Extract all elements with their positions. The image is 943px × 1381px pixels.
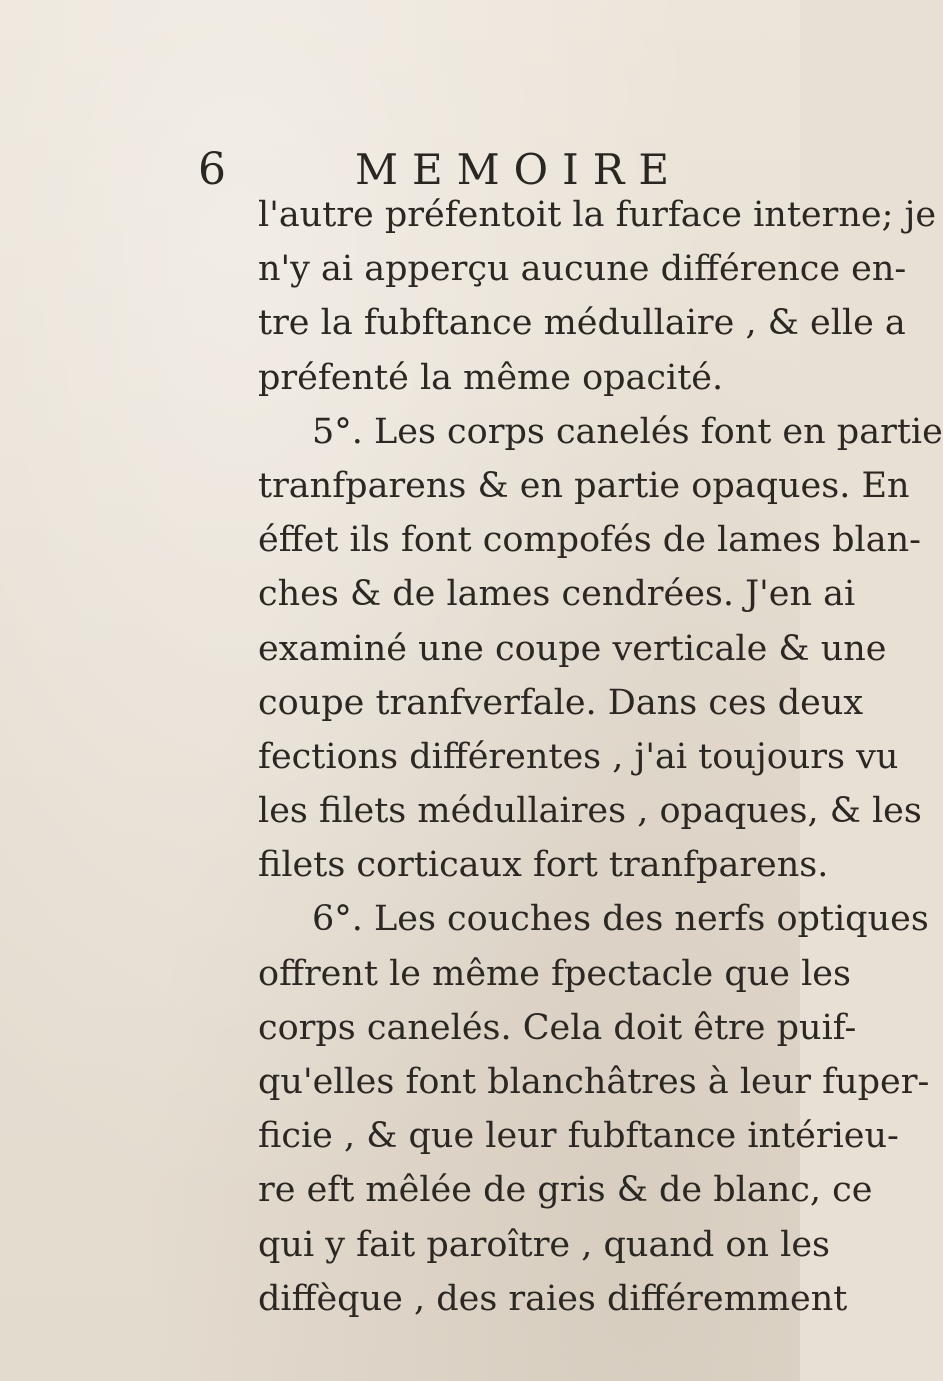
text-line: examiné une coupe verticale & une [258, 628, 887, 669]
text-line: corps canelés. Cela doit être puif- [258, 1007, 857, 1048]
text-line: fections différentes , j'ai toujours vu [258, 736, 899, 777]
body-text [258, 188, 943, 1326]
text-line: ficie , & que leur fubftance intérieu- [258, 1116, 899, 1157]
text-line: les filets médullaires , opaques, & les [258, 791, 922, 832]
text-line: offrent le même fpectacle que les [258, 953, 851, 994]
text-line: qu'elles font blanchâtres à leur fuper- [258, 1062, 930, 1102]
text-line: tre la fubftance médullaire , & elle a [258, 303, 906, 344]
text-line: l'autre préfentoit la furface interne; je [258, 195, 937, 235]
text-line: filets corticaux fort tranfparens. [258, 845, 829, 886]
text-line: n'y ai apperçu aucune différence en- [258, 249, 907, 290]
text-line: qui y fait paroître , quand on les [258, 1224, 831, 1265]
text-line: tranfparens & en partie opaques. En [258, 465, 910, 506]
text-line: 6°. Les couches des nerfs optiques [312, 899, 929, 940]
text-line: 5°. Les corps canelés font en partie [312, 411, 943, 452]
text-line: re eft mêlée de gris & de blanc, ce [258, 1170, 873, 1211]
text-line: éffet ils font compofés de lames blan- [258, 520, 921, 561]
text-line: préfenté la même opacité. [258, 357, 724, 398]
running-title: MEMOIRE [355, 145, 683, 194]
text-line: coupe tranfverfale. Dans ces deux [258, 682, 864, 723]
text-line: diffèque , des raies différemment [258, 1278, 848, 1319]
text-line: ches & de lames cendrées. J'en ai [258, 574, 856, 615]
page-number: 6 [198, 144, 226, 195]
